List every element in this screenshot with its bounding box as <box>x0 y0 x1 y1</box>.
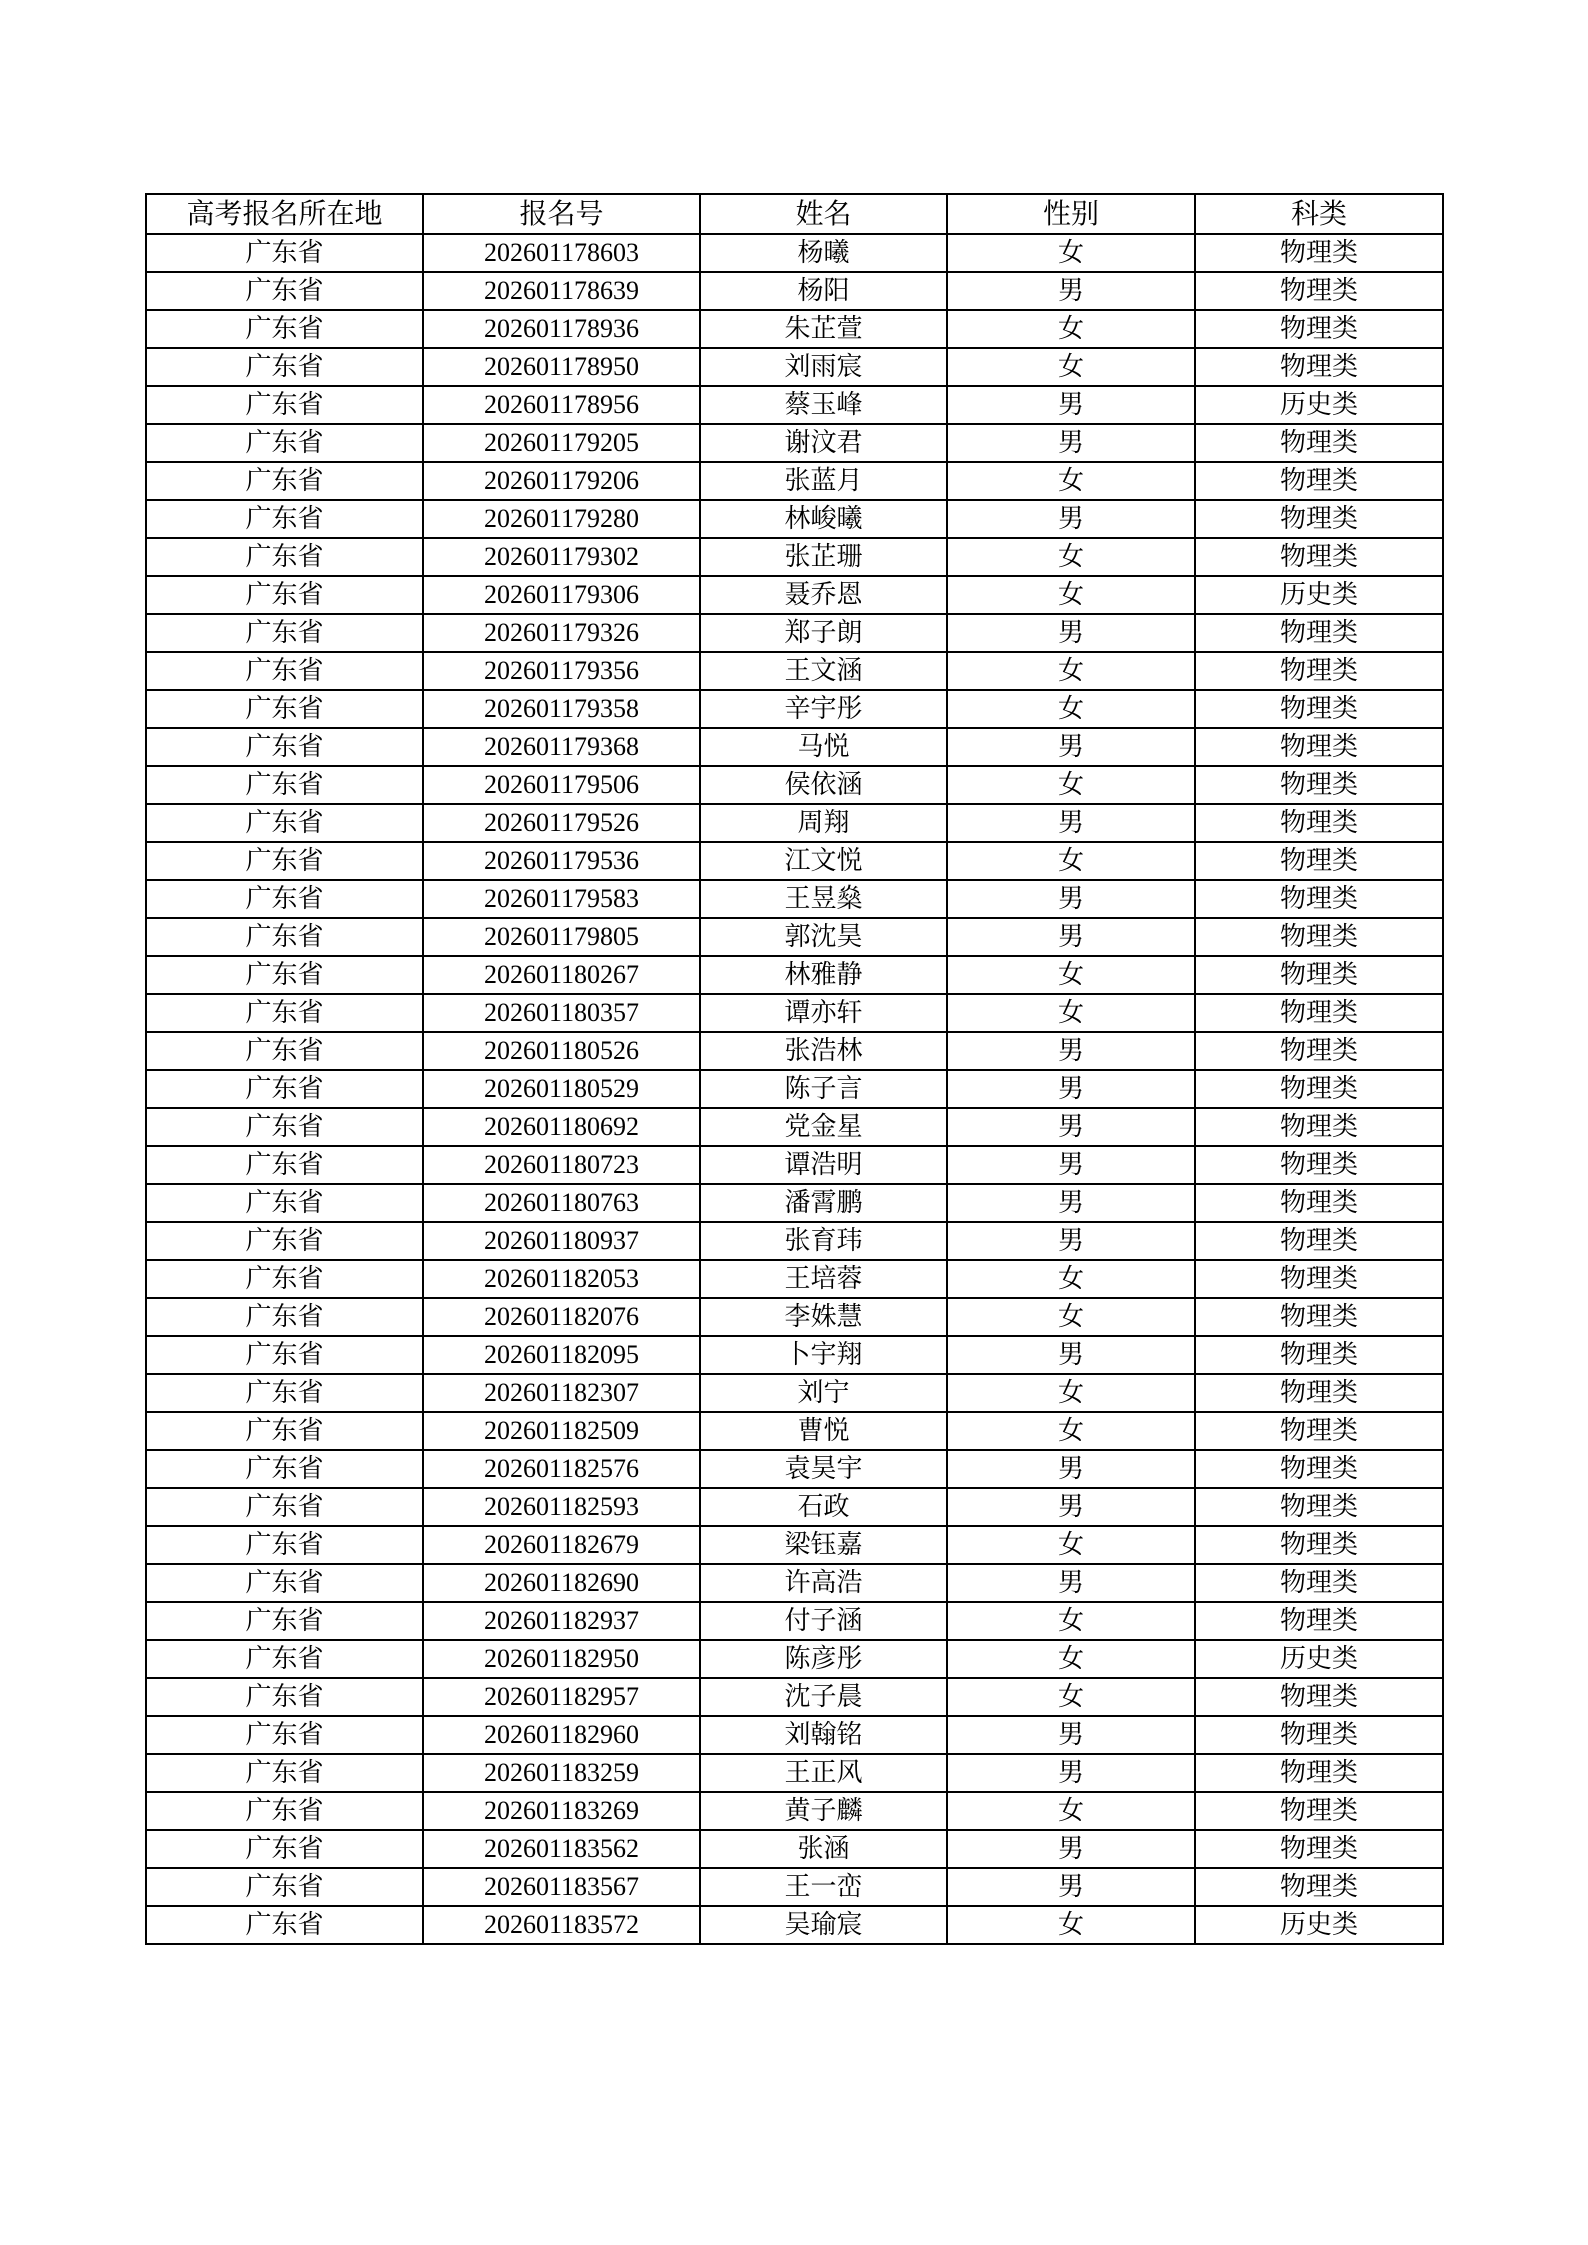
cell-subject-category: 物理类 <box>1195 1564 1443 1602</box>
cell-registration-number: 202601179326 <box>423 614 700 652</box>
cell-name: 谭亦轩 <box>700 994 947 1032</box>
cell-name: 沈子晨 <box>700 1678 947 1716</box>
candidate-table <box>145 193 1444 1945</box>
cell-registration-number: 202601178956 <box>423 386 700 424</box>
cell-name: 林雅静 <box>700 956 947 994</box>
cell-location: 广东省 <box>146 652 423 690</box>
cell-location: 广东省 <box>146 1336 423 1374</box>
cell-name: 谭浩明 <box>700 1146 947 1184</box>
cell-gender: 男 <box>947 1108 1195 1146</box>
cell-registration-number: 202601178936 <box>423 310 700 348</box>
cell-name: 梁钰嘉 <box>700 1526 947 1564</box>
cell-subject-category: 物理类 <box>1195 1108 1443 1146</box>
table-row <box>146 1450 1443 1488</box>
cell-registration-number: 202601183269 <box>423 1792 700 1830</box>
cell-location: 广东省 <box>146 1830 423 1868</box>
table-row <box>146 1716 1443 1754</box>
cell-location: 广东省 <box>146 234 423 272</box>
cell-registration-number: 202601178950 <box>423 348 700 386</box>
cell-gender: 男 <box>947 880 1195 918</box>
cell-name: 杨曦 <box>700 234 947 272</box>
cell-subject-category: 物理类 <box>1195 804 1443 842</box>
cell-registration-number: 202601182593 <box>423 1488 700 1526</box>
cell-subject-category: 物理类 <box>1195 1146 1443 1184</box>
cell-subject-category: 物理类 <box>1195 1032 1443 1070</box>
cell-location: 广东省 <box>146 1298 423 1336</box>
cell-subject-category: 物理类 <box>1195 1070 1443 1108</box>
cell-subject-category: 物理类 <box>1195 690 1443 728</box>
table-row <box>146 1374 1443 1412</box>
cell-location: 广东省 <box>146 1260 423 1298</box>
table-row <box>146 1260 1443 1298</box>
cell-gender: 男 <box>947 1830 1195 1868</box>
cell-registration-number: 202601180357 <box>423 994 700 1032</box>
cell-location: 广东省 <box>146 272 423 310</box>
cell-registration-number: 202601179368 <box>423 728 700 766</box>
cell-registration-number: 202601182076 <box>423 1298 700 1336</box>
cell-subject-category: 物理类 <box>1195 652 1443 690</box>
cell-registration-number: 202601182950 <box>423 1640 700 1678</box>
header-gender: 性别 <box>947 194 1195 234</box>
cell-subject-category: 物理类 <box>1195 1336 1443 1374</box>
cell-name: 朱芷萱 <box>700 310 947 348</box>
cell-location: 广东省 <box>146 1374 423 1412</box>
cell-gender: 女 <box>947 1792 1195 1830</box>
cell-location: 广东省 <box>146 1602 423 1640</box>
cell-subject-category: 物理类 <box>1195 918 1443 956</box>
cell-subject-category: 历史类 <box>1195 386 1443 424</box>
cell-gender: 男 <box>947 728 1195 766</box>
cell-gender: 女 <box>947 842 1195 880</box>
cell-location: 广东省 <box>146 1526 423 1564</box>
cell-gender: 男 <box>947 1450 1195 1488</box>
cell-gender: 男 <box>947 386 1195 424</box>
cell-name: 黄子麟 <box>700 1792 947 1830</box>
table-row <box>146 1868 1443 1906</box>
cell-gender: 女 <box>947 1260 1195 1298</box>
table-row <box>146 1906 1443 1944</box>
cell-subject-category: 物理类 <box>1195 1184 1443 1222</box>
table-row <box>146 1336 1443 1374</box>
table-row <box>146 1640 1443 1678</box>
cell-gender: 男 <box>947 1070 1195 1108</box>
cell-subject-category: 物理类 <box>1195 1602 1443 1640</box>
cell-location: 广东省 <box>146 576 423 614</box>
cell-registration-number: 202601179356 <box>423 652 700 690</box>
cell-registration-number: 202601182957 <box>423 1678 700 1716</box>
table-row <box>146 348 1443 386</box>
cell-location: 广东省 <box>146 1868 423 1906</box>
cell-name: 张涵 <box>700 1830 947 1868</box>
cell-subject-category: 物理类 <box>1195 1488 1443 1526</box>
cell-registration-number: 202601179526 <box>423 804 700 842</box>
cell-registration-number: 202601182095 <box>423 1336 700 1374</box>
cell-subject-category: 物理类 <box>1195 1450 1443 1488</box>
cell-gender: 男 <box>947 272 1195 310</box>
table-row <box>146 1222 1443 1260</box>
cell-gender: 男 <box>947 1564 1195 1602</box>
cell-location: 广东省 <box>146 1716 423 1754</box>
table-row <box>146 1678 1443 1716</box>
cell-location: 广东省 <box>146 1222 423 1260</box>
cell-gender: 男 <box>947 1146 1195 1184</box>
cell-registration-number: 202601179805 <box>423 918 700 956</box>
table-row <box>146 956 1443 994</box>
cell-location: 广东省 <box>146 462 423 500</box>
cell-location: 广东省 <box>146 1564 423 1602</box>
cell-gender: 男 <box>947 1222 1195 1260</box>
cell-registration-number: 202601180692 <box>423 1108 700 1146</box>
cell-gender: 女 <box>947 1526 1195 1564</box>
cell-location: 广东省 <box>146 1108 423 1146</box>
cell-subject-category: 物理类 <box>1195 1526 1443 1564</box>
cell-subject-category: 物理类 <box>1195 880 1443 918</box>
cell-subject-category: 物理类 <box>1195 1868 1443 1906</box>
cell-registration-number: 202601180763 <box>423 1184 700 1222</box>
cell-registration-number: 202601179302 <box>423 538 700 576</box>
cell-name: 李姝慧 <box>700 1298 947 1336</box>
table-row <box>146 1070 1443 1108</box>
cell-name: 聂乔恩 <box>700 576 947 614</box>
cell-name: 马悦 <box>700 728 947 766</box>
cell-name: 王一峦 <box>700 1868 947 1906</box>
cell-gender: 男 <box>947 1868 1195 1906</box>
cell-gender: 女 <box>947 690 1195 728</box>
table-row <box>146 1412 1443 1450</box>
cell-name: 郑子朗 <box>700 614 947 652</box>
cell-registration-number: 202601180267 <box>423 956 700 994</box>
cell-gender: 男 <box>947 1184 1195 1222</box>
table-row <box>146 1108 1443 1146</box>
cell-registration-number: 202601180937 <box>423 1222 700 1260</box>
cell-gender: 男 <box>947 1488 1195 1526</box>
table-row <box>146 576 1443 614</box>
cell-location: 广东省 <box>146 1488 423 1526</box>
table-row <box>146 1032 1443 1070</box>
cell-name: 许高浩 <box>700 1564 947 1602</box>
cell-name: 刘宁 <box>700 1374 947 1412</box>
cell-location: 广东省 <box>146 614 423 652</box>
cell-subject-category: 物理类 <box>1195 1412 1443 1450</box>
cell-name: 袁昊宇 <box>700 1450 947 1488</box>
table-row <box>146 690 1443 728</box>
cell-name: 付子涵 <box>700 1602 947 1640</box>
cell-location: 广东省 <box>146 918 423 956</box>
cell-registration-number: 202601180723 <box>423 1146 700 1184</box>
table-row <box>146 766 1443 804</box>
table-row <box>146 918 1443 956</box>
cell-registration-number: 202601182509 <box>423 1412 700 1450</box>
cell-location: 广东省 <box>146 728 423 766</box>
cell-subject-category: 物理类 <box>1195 538 1443 576</box>
cell-registration-number: 202601182690 <box>423 1564 700 1602</box>
cell-gender: 女 <box>947 652 1195 690</box>
table-row <box>146 1526 1443 1564</box>
table-body <box>146 234 1443 1944</box>
cell-subject-category: 物理类 <box>1195 956 1443 994</box>
cell-location: 广东省 <box>146 424 423 462</box>
table-row <box>146 1830 1443 1868</box>
cell-name: 曹悦 <box>700 1412 947 1450</box>
table-row <box>146 1792 1443 1830</box>
table-row <box>146 842 1443 880</box>
cell-location: 广东省 <box>146 1146 423 1184</box>
table-row <box>146 728 1443 766</box>
cell-subject-category: 物理类 <box>1195 766 1443 804</box>
cell-subject-category: 物理类 <box>1195 1298 1443 1336</box>
cell-gender: 女 <box>947 462 1195 500</box>
cell-subject-category: 物理类 <box>1195 1260 1443 1298</box>
cell-gender: 男 <box>947 1716 1195 1754</box>
cell-gender: 女 <box>947 1412 1195 1450</box>
cell-gender: 女 <box>947 1906 1195 1944</box>
cell-gender: 男 <box>947 918 1195 956</box>
cell-name: 石政 <box>700 1488 947 1526</box>
table-row <box>146 500 1443 538</box>
cell-name: 陈彦彤 <box>700 1640 947 1678</box>
cell-location: 广东省 <box>146 310 423 348</box>
cell-subject-category: 历史类 <box>1195 1640 1443 1678</box>
cell-subject-category: 物理类 <box>1195 272 1443 310</box>
cell-location: 广东省 <box>146 1412 423 1450</box>
cell-name: 王文涵 <box>700 652 947 690</box>
cell-location: 广东省 <box>146 1450 423 1488</box>
cell-name: 陈子言 <box>700 1070 947 1108</box>
cell-registration-number: 202601179358 <box>423 690 700 728</box>
cell-registration-number: 202601183572 <box>423 1906 700 1944</box>
cell-subject-category: 物理类 <box>1195 462 1443 500</box>
cell-name: 党金星 <box>700 1108 947 1146</box>
cell-name: 张芷珊 <box>700 538 947 576</box>
cell-gender: 女 <box>947 576 1195 614</box>
table-row <box>146 1298 1443 1336</box>
cell-location: 广东省 <box>146 386 423 424</box>
cell-subject-category: 物理类 <box>1195 994 1443 1032</box>
cell-subject-category: 物理类 <box>1195 1374 1443 1412</box>
cell-gender: 男 <box>947 1754 1195 1792</box>
cell-gender: 女 <box>947 1298 1195 1336</box>
cell-subject-category: 物理类 <box>1195 424 1443 462</box>
table-row <box>146 652 1443 690</box>
cell-registration-number: 202601182053 <box>423 1260 700 1298</box>
cell-subject-category: 物理类 <box>1195 728 1443 766</box>
cell-gender: 女 <box>947 234 1195 272</box>
cell-location: 广东省 <box>146 1754 423 1792</box>
cell-location: 广东省 <box>146 1906 423 1944</box>
cell-registration-number: 202601179506 <box>423 766 700 804</box>
cell-name: 谢汶君 <box>700 424 947 462</box>
cell-name: 江文悦 <box>700 842 947 880</box>
table-row <box>146 1488 1443 1526</box>
cell-location: 广东省 <box>146 1640 423 1678</box>
cell-location: 广东省 <box>146 1070 423 1108</box>
cell-gender: 女 <box>947 994 1195 1032</box>
cell-gender: 男 <box>947 804 1195 842</box>
cell-subject-category: 物理类 <box>1195 310 1443 348</box>
cell-registration-number: 202601182576 <box>423 1450 700 1488</box>
cell-name: 杨阳 <box>700 272 947 310</box>
cell-location: 广东省 <box>146 956 423 994</box>
cell-name: 张蓝月 <box>700 462 947 500</box>
cell-registration-number: 202601179206 <box>423 462 700 500</box>
cell-name: 王培蓉 <box>700 1260 947 1298</box>
cell-registration-number: 202601178639 <box>423 272 700 310</box>
cell-gender: 男 <box>947 500 1195 538</box>
table-row <box>146 310 1443 348</box>
cell-name: 吴瑜宸 <box>700 1906 947 1944</box>
cell-gender: 女 <box>947 1678 1195 1716</box>
cell-registration-number: 202601179583 <box>423 880 700 918</box>
cell-registration-number: 202601178603 <box>423 234 700 272</box>
cell-location: 广东省 <box>146 804 423 842</box>
table-row <box>146 1754 1443 1792</box>
table-row <box>146 804 1443 842</box>
cell-registration-number: 202601179536 <box>423 842 700 880</box>
cell-subject-category: 物理类 <box>1195 500 1443 538</box>
cell-location: 广东省 <box>146 1678 423 1716</box>
cell-location: 广东省 <box>146 500 423 538</box>
header-subject-category: 科类 <box>1195 194 1443 234</box>
cell-gender: 男 <box>947 614 1195 652</box>
cell-gender: 女 <box>947 766 1195 804</box>
table-row <box>146 386 1443 424</box>
header-row <box>146 194 1443 234</box>
cell-registration-number: 202601183562 <box>423 1830 700 1868</box>
table-row <box>146 994 1443 1032</box>
cell-gender: 女 <box>947 1602 1195 1640</box>
cell-registration-number: 202601182937 <box>423 1602 700 1640</box>
cell-subject-category: 物理类 <box>1195 234 1443 272</box>
cell-location: 广东省 <box>146 538 423 576</box>
table-row <box>146 1602 1443 1640</box>
cell-gender: 男 <box>947 424 1195 462</box>
cell-location: 广东省 <box>146 766 423 804</box>
cell-name: 王昱燊 <box>700 880 947 918</box>
table-row <box>146 538 1443 576</box>
cell-location: 广东省 <box>146 880 423 918</box>
cell-location: 广东省 <box>146 1032 423 1070</box>
cell-name: 辛宇彤 <box>700 690 947 728</box>
cell-location: 广东省 <box>146 690 423 728</box>
table-row <box>146 424 1443 462</box>
cell-location: 广东省 <box>146 348 423 386</box>
cell-location: 广东省 <box>146 1184 423 1222</box>
cell-registration-number: 202601182960 <box>423 1716 700 1754</box>
cell-name: 郭沈昊 <box>700 918 947 956</box>
table-row <box>146 1184 1443 1222</box>
cell-name: 蔡玉峰 <box>700 386 947 424</box>
cell-registration-number: 202601179306 <box>423 576 700 614</box>
table-row <box>146 880 1443 918</box>
cell-subject-category: 物理类 <box>1195 1792 1443 1830</box>
cell-subject-category: 物理类 <box>1195 614 1443 652</box>
cell-gender: 男 <box>947 1336 1195 1374</box>
cell-subject-category: 物理类 <box>1195 1754 1443 1792</box>
table-row <box>146 272 1443 310</box>
cell-registration-number: 202601182307 <box>423 1374 700 1412</box>
table-row <box>146 614 1443 652</box>
header-name: 姓名 <box>700 194 947 234</box>
cell-location: 广东省 <box>146 1792 423 1830</box>
cell-gender: 女 <box>947 348 1195 386</box>
cell-name: 刘翰铭 <box>700 1716 947 1754</box>
header-location: 高考报名所在地 <box>146 194 423 234</box>
cell-location: 广东省 <box>146 842 423 880</box>
cell-subject-category: 物理类 <box>1195 1222 1443 1260</box>
cell-subject-category: 物理类 <box>1195 1678 1443 1716</box>
cell-subject-category: 物理类 <box>1195 1830 1443 1868</box>
cell-subject-category: 历史类 <box>1195 1906 1443 1944</box>
cell-subject-category: 物理类 <box>1195 1716 1443 1754</box>
cell-name: 刘雨宸 <box>700 348 947 386</box>
cell-registration-number: 202601182679 <box>423 1526 700 1564</box>
cell-name: 周翔 <box>700 804 947 842</box>
cell-subject-category: 历史类 <box>1195 576 1443 614</box>
cell-registration-number: 202601179205 <box>423 424 700 462</box>
cell-registration-number: 202601180526 <box>423 1032 700 1070</box>
cell-name: 卜宇翔 <box>700 1336 947 1374</box>
cell-gender: 男 <box>947 1032 1195 1070</box>
cell-gender: 女 <box>947 538 1195 576</box>
cell-subject-category: 物理类 <box>1195 348 1443 386</box>
cell-subject-category: 物理类 <box>1195 842 1443 880</box>
cell-name: 潘霄鹏 <box>700 1184 947 1222</box>
cell-name: 张育玮 <box>700 1222 947 1260</box>
cell-name: 侯依涵 <box>700 766 947 804</box>
cell-gender: 女 <box>947 1374 1195 1412</box>
table-row <box>146 234 1443 272</box>
cell-name: 王正风 <box>700 1754 947 1792</box>
cell-gender: 女 <box>947 956 1195 994</box>
cell-name: 林峻曦 <box>700 500 947 538</box>
header-registration-number: 报名号 <box>423 194 700 234</box>
table-row <box>146 462 1443 500</box>
table-row <box>146 1146 1443 1184</box>
cell-registration-number: 202601179280 <box>423 500 700 538</box>
cell-registration-number: 202601180529 <box>423 1070 700 1108</box>
cell-registration-number: 202601183567 <box>423 1868 700 1906</box>
table-row <box>146 1564 1443 1602</box>
cell-location: 广东省 <box>146 994 423 1032</box>
cell-gender: 女 <box>947 1640 1195 1678</box>
cell-gender: 女 <box>947 310 1195 348</box>
cell-name: 张浩林 <box>700 1032 947 1070</box>
cell-registration-number: 202601183259 <box>423 1754 700 1792</box>
